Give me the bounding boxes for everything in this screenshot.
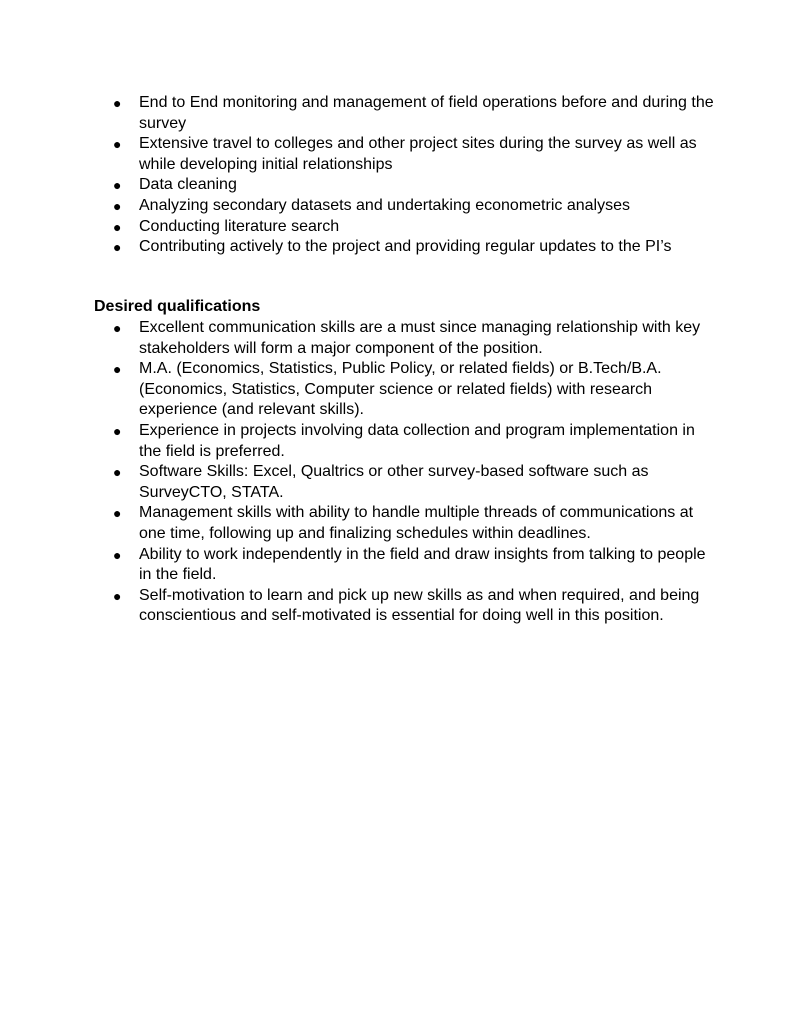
list-item [94, 586, 714, 627]
list-item [94, 134, 714, 175]
bullet-icon: ● [113, 177, 122, 194]
list-item [94, 545, 714, 586]
responsibilities-list [94, 93, 714, 258]
bullet-icon: ● [113, 505, 122, 522]
section-heading: Desired qualifications [94, 298, 261, 315]
list-item-text: Experience in projects involving data collection and program implementation in the field is preferred. [139, 421, 695, 460]
list-item-text: Software Skills: Excel, Qualtrics or other survey-based software such as SurveyCTO, STATA. [139, 463, 649, 501]
list-item-text: Self-motivation to learn and pick up new skills as and when required, and being conscientious and self-motivated is essential for doing well in this position. [139, 586, 700, 625]
bullet-icon: ● [113, 587, 122, 604]
list-item [94, 462, 714, 503]
list-item-text: Extensive travel to colleges and other project sites during the survey as well as while developing initial relationships [139, 135, 697, 173]
bullet-icon: ● [113, 136, 122, 153]
list-item-text: End to End monitoring and management of field operations before and during the survey [139, 94, 714, 132]
list-item-text: Ability to work independently in the field and draw insights from talking to people in the field. [139, 545, 706, 584]
bullet-icon: ● [113, 464, 122, 481]
qualifications-list [94, 318, 714, 627]
list-item [94, 93, 714, 134]
list-item [94, 359, 714, 421]
list-item-text: Conducting literature search [139, 217, 340, 235]
bullet-icon: ● [113, 546, 122, 563]
list-item [94, 196, 714, 217]
bullet-icon: ● [113, 95, 122, 111]
bullet-icon: ● [113, 361, 122, 378]
list-item [94, 318, 714, 359]
list-item-text: M.A. (Economics, Statistics, Public Policy, or related fields) or B.Tech/B.A. (Economics, Statistics, Computer science or related fields) with research experience (and relevant skills). [139, 360, 662, 419]
bullet-icon: ● [113, 239, 122, 256]
list-item [94, 237, 714, 258]
list-item-text: Data cleaning [139, 176, 237, 194]
list-item-text: Management skills with ability to handle multiple threads of communications at one time, following up and finalizing schedules within deadlines. [139, 504, 694, 542]
list-item [94, 503, 714, 544]
bullet-icon: ● [113, 218, 122, 235]
bullet-icon: ● [113, 197, 122, 214]
list-item [94, 421, 714, 462]
list-item [94, 217, 714, 238]
bullet-icon: ● [113, 320, 122, 336]
list-item-text: Contributing actively to the project and providing regular updates to the PI’s [139, 238, 672, 256]
bullet-icon: ● [113, 422, 122, 439]
list-item [94, 175, 714, 196]
list-item-text: Analyzing secondary datasets and undertaking econometric analyses [139, 196, 630, 214]
list-item-text: Excellent communication skills are a must since managing relationship with key stakeholders will form a major component of the position. [139, 319, 701, 357]
